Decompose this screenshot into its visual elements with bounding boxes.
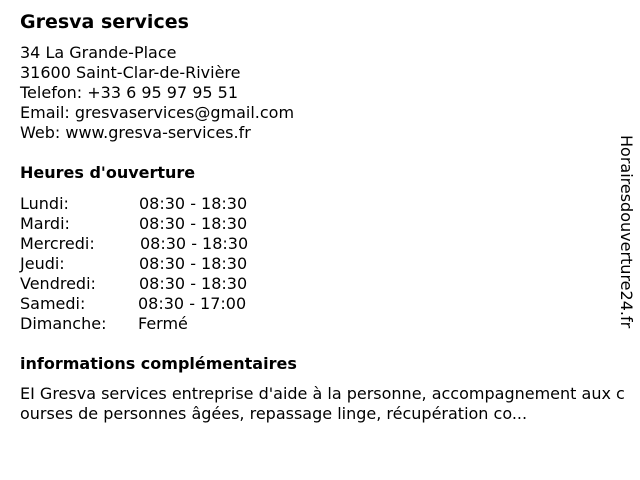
- hours-row: [20, 274, 340, 294]
- phone-line: Telefon: +33 6 95 97 95 51: [20, 83, 239, 102]
- hours-day: Lundi:: [20, 194, 69, 213]
- hours-heading: Heures d'ouverture: [20, 163, 196, 182]
- hours-row: [20, 314, 340, 334]
- hours-time: 08:30 - 17:00: [138, 294, 247, 313]
- business-name: Gresva services: [20, 11, 189, 33]
- hours-day: Dimanche:: [20, 314, 107, 333]
- hours-row: [20, 234, 340, 254]
- hours-time: Fermé: [138, 314, 188, 333]
- address-line-1: 34 La Grande-Place: [20, 43, 177, 62]
- info-description: EI Gresva services entreprise d'aide à la personne, accompagnement aux courses de personnes âgées, repassage linge, récupération co...: [20, 384, 625, 423]
- hours-row: [20, 254, 340, 274]
- web-line: Web: www.gresva-services.fr: [20, 123, 251, 142]
- hours-day: Mardi:: [20, 214, 70, 233]
- hours-time: 08:30 - 18:30: [139, 214, 248, 233]
- watermark-text: Horairesdouverture24.fr: [617, 135, 636, 329]
- address-line-2: 31600 Saint-Clar-de-Rivière: [20, 63, 241, 82]
- hours-row: [20, 294, 340, 314]
- hours-row: [20, 194, 340, 214]
- hours-day: Jeudi:: [20, 254, 65, 273]
- hours-time: 08:30 - 18:30: [139, 254, 248, 273]
- email-line: Email: gresvaservices@gmail.com: [20, 103, 295, 122]
- hours-day: Vendredi:: [20, 274, 96, 293]
- hours-row: [20, 214, 340, 234]
- info-heading: informations complémentaires: [20, 354, 297, 373]
- hours-time: 08:30 - 18:30: [139, 274, 248, 293]
- hours-time: 08:30 - 18:30: [140, 234, 249, 253]
- hours-day: Mercredi:: [20, 234, 95, 253]
- hours-time: 08:30 - 18:30: [139, 194, 248, 213]
- hours-day: Samedi:: [20, 294, 86, 313]
